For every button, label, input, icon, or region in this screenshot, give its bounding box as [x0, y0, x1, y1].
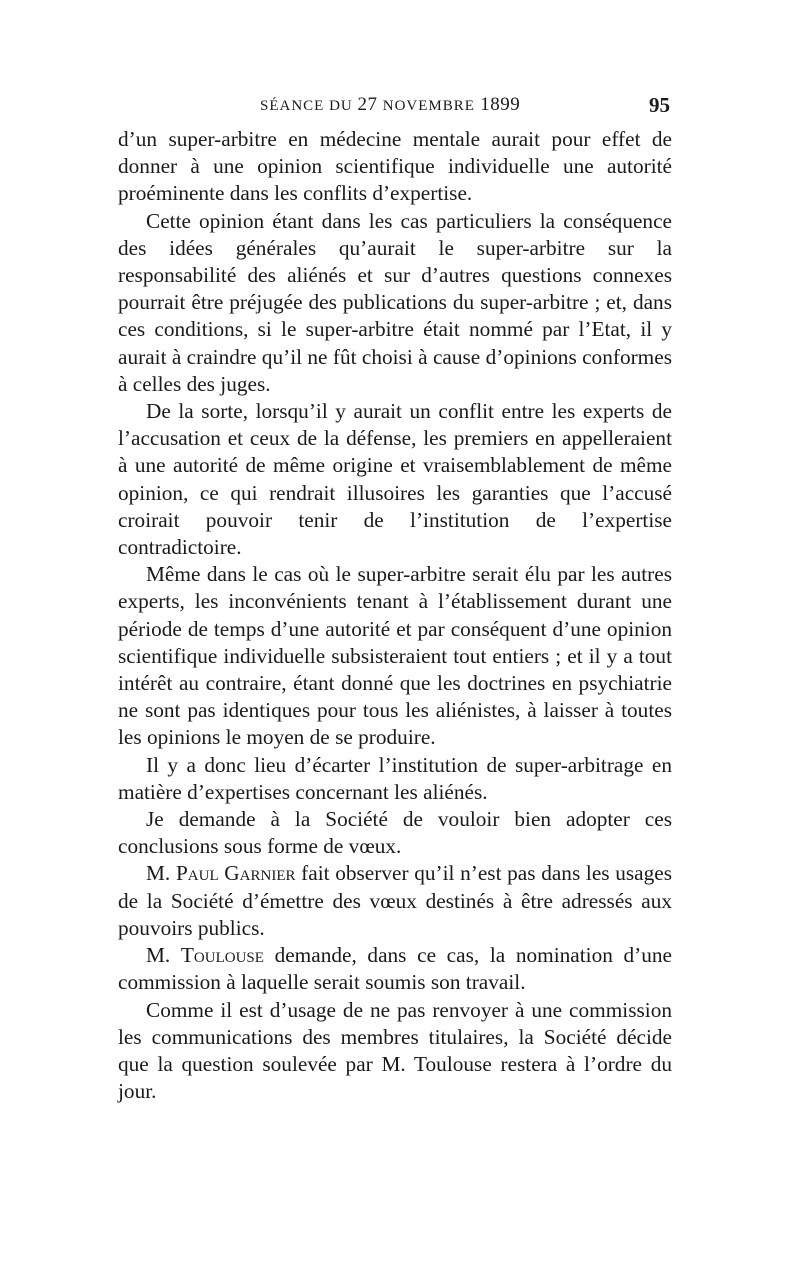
paragraph: d’un super-arbitre en médecine mentale aurait pour effet de donner à une opinion scientifique individuelle une autorité proéminente dans les conflits d’expertise. [118, 127, 672, 206]
speaker-name: Toulouse [180, 943, 264, 968]
paragraph: Il y a donc lieu d’écarter l’institution de super-arbitrage en matière d’expertises concernant les aliénés. [118, 752, 672, 804]
paragraph-text: fait observer qu’il n’est pas dans les usages de la Société d’émettre des vœux destinés à être adressés aux pouvoirs publics. [118, 861, 673, 940]
running-title-date: 27 [357, 94, 383, 115]
paragraph: Cette opinion étant dans les cas particuliers la conséquence des idées générales qu’aurait le super-arbitre sur la responsabilité des aliénés et sur d’autres questions connexes pourrait être préjugée des publications du super-arbitre ; et, dans ces conditions, si le super-arbitre était nommé par l’Etat, il y aurait à craindre qu’il ne fût choisi à cause d’opinions conformes à celles des juges. [118, 208, 672, 396]
running-title-prefix: SÉANCE DU [260, 98, 358, 114]
paragraph: Je demande à la Société de vouloir bien adopter ces conclusions sous forme de vœux. [118, 807, 672, 859]
speaker-title: M. [146, 861, 176, 886]
running-title-month: NOVEMBRE [382, 98, 475, 114]
paragraph: Même dans le cas où le super-arbitre serait élu par les autres experts, les inconvénients tenant à l’établissement durant une période de temps d’une autorité et par conséquent d’une opinion scientifique individuelle subsisteraient tout entiers ; et il y a tout intérêt au contraire, étant donné que les doctrines en psychiatrie ne sont pas identiques pour tous les aliénistes, à laisser à toutes les opinions le moyen de se produire. [118, 562, 672, 750]
running-title-year: 1899 [474, 94, 521, 115]
paragraph-toulouse [118, 942, 672, 996]
paragraph-text: demande, dans ce cas, la nomination d’une commission à laquelle serait soumis son travail. [118, 943, 672, 995]
speaker-title: M. [146, 943, 181, 968]
running-title [260, 92, 520, 119]
paragraph: De la sorte, lorsqu’il y aurait un conflit entre les experts de l’accusation et ceux de la défense, les premiers en appelleraient à une autorité de même origine et vraisemblablement de même opinion, ce qui rendrait illusoires les garanties que l’accusé croirait pouvoir tenir de l’institution de l’expertise contradictoire. [118, 399, 672, 560]
page-number: 95 [649, 93, 670, 117]
paragraph-garnier [118, 860, 672, 942]
paragraph: Comme il est d’usage de ne pas renvoyer à une commission les communications des membres titulaires, la Société décide que la question soulevée par M. Toulouse restera à l’ordre du jour. [118, 997, 672, 1104]
running-head [130, 92, 670, 120]
body-text [118, 126, 672, 1105]
speaker-name: Paul Garnier [175, 861, 296, 886]
